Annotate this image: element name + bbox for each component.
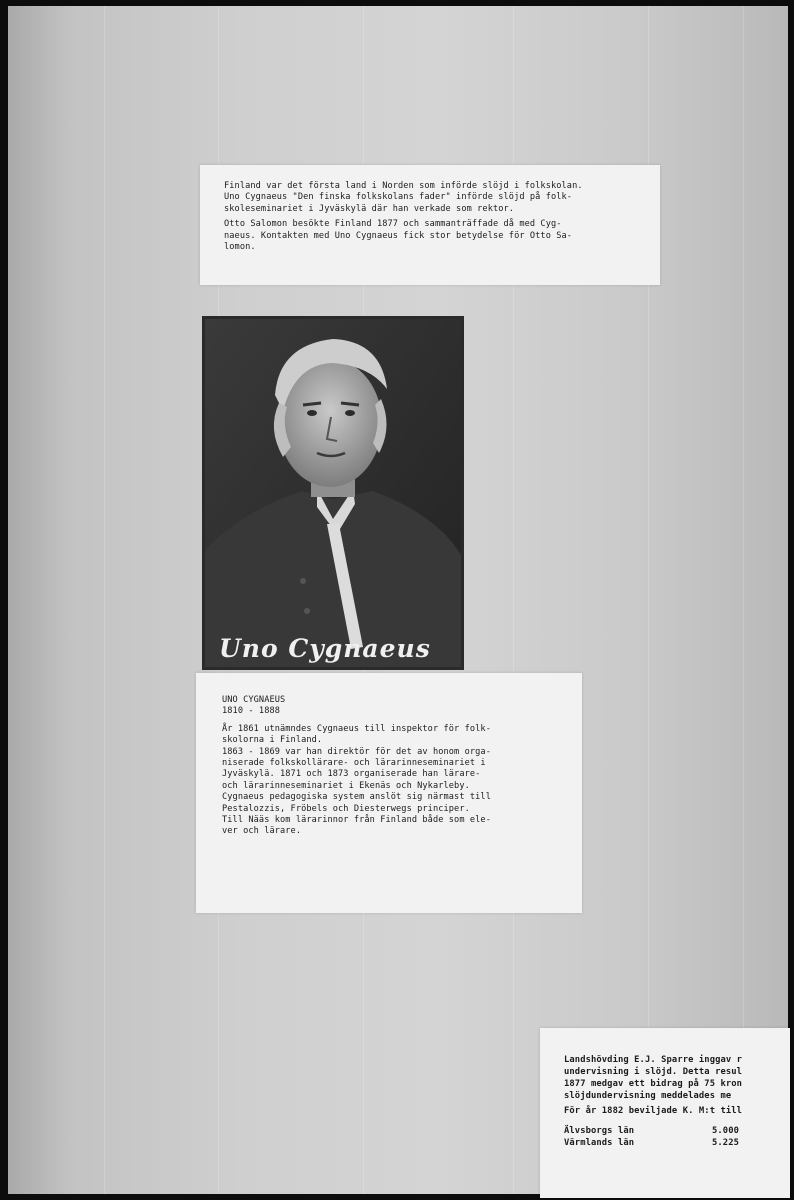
bio-line: och lärarinneseminariet i Ekenäs och Nykarleby. bbox=[222, 780, 470, 791]
bio-text bbox=[222, 724, 582, 838]
intro-line: naeus. Kontakten med Uno Cygnaeus fick stor betydelse för Otto Sa- bbox=[224, 230, 573, 241]
intro-line: Uno Cygnaeus "Den finska folkskolans fader" införde slöjd på folk- bbox=[224, 192, 573, 203]
intro-line: lomon. bbox=[224, 242, 256, 253]
county-amount: 5.225 bbox=[712, 1138, 739, 1148]
side-text-card bbox=[540, 1028, 790, 1198]
bio-name: UNO CYGNAEUS bbox=[222, 695, 286, 705]
side-line: 1877 medgav ett bidrag på 75 kron bbox=[564, 1079, 743, 1089]
biography-card bbox=[196, 673, 582, 913]
county-amount: 5.000 bbox=[712, 1126, 739, 1136]
side-line: slöjdundervisning meddelades me bbox=[564, 1091, 732, 1101]
bio-line: niserade folkskollärare- och lärarinneseminariet i bbox=[222, 758, 486, 769]
portrait-photo bbox=[202, 316, 464, 670]
bio-years: 1810 - 1888 bbox=[222, 706, 281, 717]
intro-paragraph-1 bbox=[224, 181, 660, 215]
side-line: undervisning i slöjd. Detta resul bbox=[564, 1067, 743, 1077]
bio-line: Till Nääs kom lärarinnor från Finland både som ele- bbox=[222, 815, 491, 826]
portrait-signature: Uno Cygnaeus bbox=[219, 634, 431, 663]
intro-line: Otto Salomon besökte Finland 1877 och sammanträffade då med Cyg- bbox=[224, 219, 562, 230]
side-line: Landshövding E.J. Sparre inggav r bbox=[564, 1055, 743, 1065]
county-name: Älvsborgs län bbox=[564, 1126, 635, 1136]
bio-line: 1863 - 1869 var han direktör för det av honom orga- bbox=[222, 746, 491, 757]
side-note: För år 1882 beviljade K. M:t till bbox=[564, 1106, 743, 1116]
intro-line: skoleseminariet i Jyväskylä där han verkade som rektor. bbox=[224, 203, 515, 214]
bio-line: skolorna i Finland. bbox=[222, 735, 323, 746]
bio-line: År 1861 utnämndes Cygnaeus till inspektor för folk- bbox=[222, 723, 491, 734]
bio-line: Cygnaeus pedagogiska system anslöt sig närmast till bbox=[222, 792, 491, 803]
bio-line: ver och lärare. bbox=[222, 826, 302, 837]
intro-paragraph-2 bbox=[224, 219, 660, 253]
county-name: Värmlands län bbox=[564, 1138, 635, 1148]
portrait-illustration bbox=[205, 319, 461, 667]
intro-text-card bbox=[200, 165, 660, 285]
bio-line: Jyväskylä. 1871 och 1873 organiserade han lärare- bbox=[222, 769, 481, 780]
bio-line: Pestalozzis, Fröbels och Diesterwegs principer. bbox=[222, 803, 470, 814]
intro-line: Finland var det första land i Norden som införde slöjd i folkskolan. bbox=[224, 181, 583, 191]
county-row bbox=[564, 1137, 790, 1149]
county-row bbox=[564, 1125, 790, 1137]
